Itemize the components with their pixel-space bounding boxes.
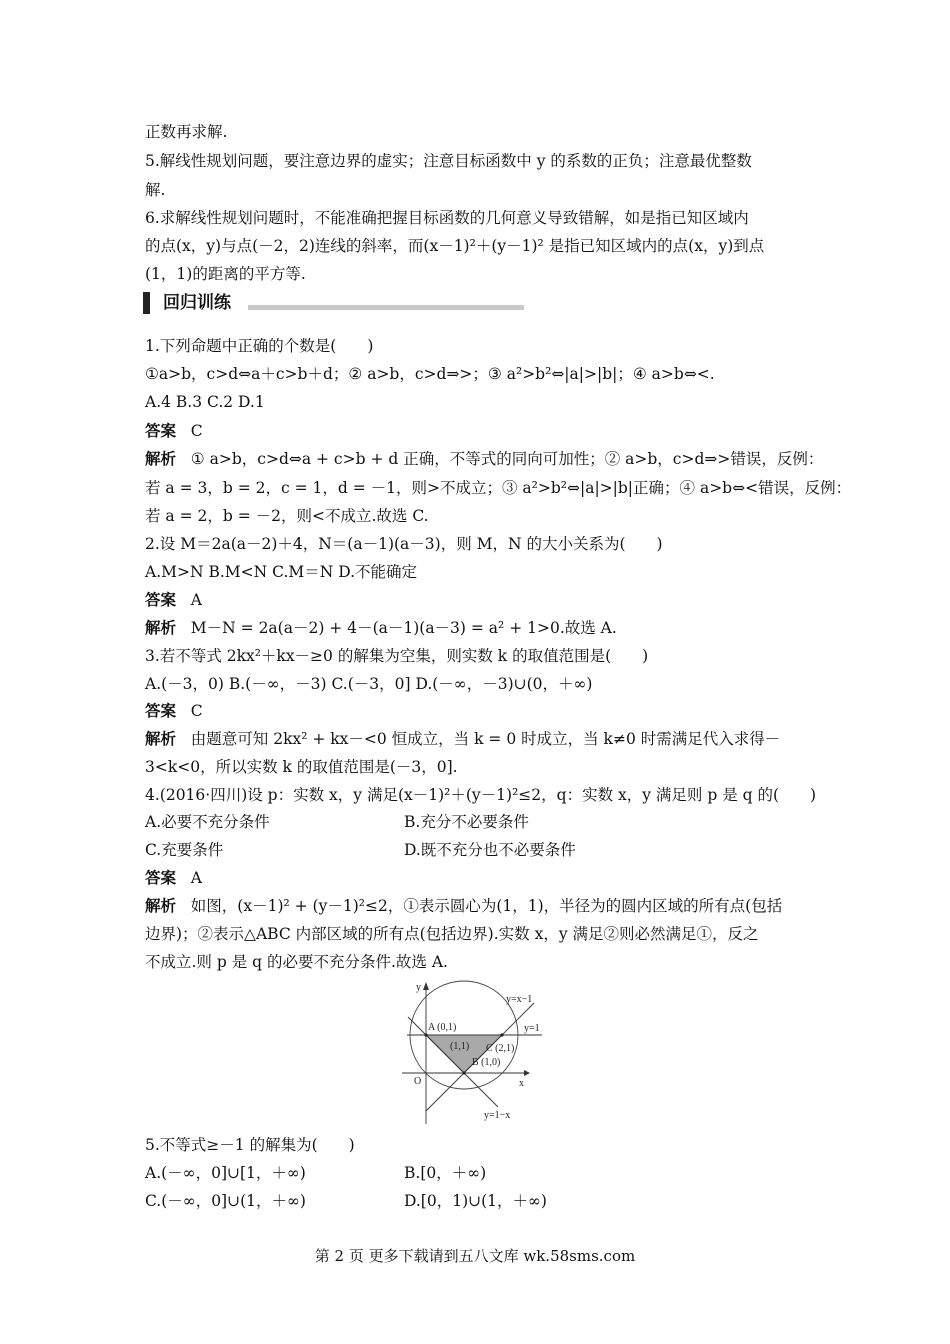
point-b	[462, 1071, 465, 1074]
label-y: y	[416, 982, 421, 993]
answer-label: 答案	[145, 702, 177, 720]
analysis-text: 若 a = 3，b = 2，c = 1，d = －1，则>不成立；③ a²>b²⇔|a|>|b|正确；④ a>b⇔<错误，反例：	[145, 479, 852, 497]
analysis-label: 解析	[145, 897, 177, 915]
question-2-analysis	[145, 618, 617, 638]
question-1-stem: 1.下列命题中正确的个数是( )	[145, 337, 374, 355]
analysis-text: 边界)；②表示△ABC 内部区域的所有点(包括边界).实数 x，y 满足②则必然满足①，反之	[145, 925, 759, 943]
label-origin: O	[414, 1076, 422, 1087]
label-point-b: B (1,0)	[472, 1057, 501, 1068]
analysis-text: 3<k<0，所以实数 k 的取值范围是(－3，0].	[145, 758, 458, 776]
analysis-text: 如图，(x－1)² + (y－1)²≤2，①表示圆心为(1，1)，半径为的圆内区域的所有点(包括	[190, 897, 783, 915]
analysis-text: ① a>b，c>d⇔a + c>b + d 正确，不等式的同向可加性；② a>b，c>d⇒>错误，反例：	[190, 450, 824, 468]
option-d: D.既不充分也不必要条件	[404, 841, 576, 859]
question-4-stem: 4.(2016·四川)设 p：实数 x，y 满足(x－1)²＋(y－1)²≤2，q：实数 x，y 满足则 p 是 q 的( )	[145, 786, 817, 804]
text-line: 6.求解线性规划问题时，不能准确把握目标函数的几何意义导致错解，如是指已知区域内	[145, 209, 749, 227]
text-line: 的点(x，y)与点(－2，2)连线的斜率，而(x－1)²＋(y－1)² 是指已知区域内的点(x，y)到点	[145, 237, 765, 255]
question-1-analysis	[145, 449, 823, 469]
question-1-options: A.4 B.3 C.2 D.1	[145, 393, 265, 411]
option-c: C.充要条件	[145, 841, 224, 859]
question-2-options: A.M>N B.M<N C.M＝N D.不能确定	[145, 563, 418, 581]
analysis-text: M－N = 2a(a－2) + 4－(a－1)(a－3) = a² + 1>0.故选 A.	[190, 619, 617, 637]
answer-value: C	[190, 422, 203, 440]
y-axis-arrow-icon	[423, 982, 429, 990]
analysis-text: 由题意可知 2kx² + kx－<0 恒成立，当 k = 0 时成立，当 k≠0 时需满足代入求得－	[190, 730, 781, 748]
question-3-stem: 3.若不等式 2kx²＋kx－≥0 的解集为空集，则实数 k 的取值范围是( )	[145, 647, 649, 665]
question-2-answer	[145, 590, 202, 610]
answer-label: 答案	[145, 591, 177, 609]
question-3-answer	[145, 701, 203, 721]
answer-label: 答案	[145, 869, 177, 887]
option-b: B.[0，＋∞)	[404, 1164, 487, 1182]
question-1-answer	[145, 421, 203, 441]
analysis-text: 不成立.则 p 是 q 的必要不充分条件.故选 A.	[145, 953, 448, 971]
question-1-items: ①a>b，c>d⇔a＋c>b＋d；② a>b，c>d⇒>；③ a²>b²⇔|a|>|b|；④ a>b⇔<.	[145, 365, 715, 383]
label-point-a: A (0,1)	[428, 1022, 457, 1033]
label-center: (1,1)	[450, 1041, 470, 1052]
point-a	[424, 1033, 427, 1036]
label-line-1: y=x−1	[506, 994, 533, 1005]
text-line: (1，1)的距离的平方等.	[145, 265, 306, 283]
x-axis-arrow-icon	[524, 1070, 530, 1076]
section-marker	[143, 292, 150, 314]
answer-value: C	[190, 702, 203, 720]
question-4-answer	[145, 868, 202, 888]
coordinate-figure	[402, 978, 552, 1124]
question-2-stem: 2.设 M＝2a(a－2)＋4，N＝(a－1)(a－3)，则 M，N 的大小关系为( )	[145, 535, 663, 553]
option-b: B.充分不必要条件	[404, 813, 529, 831]
section-divider	[248, 305, 524, 310]
point-c	[500, 1033, 503, 1036]
label-x: x	[519, 1078, 524, 1089]
option-d: D.[0，1)∪(1，＋∞)	[404, 1192, 547, 1210]
analysis-label: 解析	[145, 730, 177, 748]
label-point-c: C (2,1)	[486, 1043, 515, 1054]
analysis-label: 解析	[145, 450, 177, 468]
text-line: 5.解线性规划问题，要注意边界的虚实；注意目标函数中 y 的系数的正负；注意最优整数	[145, 152, 752, 170]
page-footer: 第 2 页 更多下载请到五八文库 wk.58sms.com	[314, 1247, 636, 1265]
option-c: C.(－∞，0]∪(1，＋∞)	[145, 1192, 306, 1210]
question-3-options: A.(－3，0) B.(－∞，－3) C.(－3，0] D.(－∞，－3)∪(0，＋∞)	[145, 675, 593, 693]
label-line-2: y=1	[524, 1023, 540, 1034]
text-line: 正数再求解.	[145, 123, 228, 141]
label-line-3: y=1−x	[484, 1110, 511, 1121]
answer-value: A	[190, 591, 202, 609]
option-a: A.必要不充分条件	[145, 813, 270, 831]
question-5-stem: 5.不等式≥－1 的解集为( )	[145, 1136, 355, 1154]
answer-value: A	[190, 869, 202, 887]
answer-label: 答案	[145, 422, 177, 440]
section-title: 回归训练	[163, 293, 231, 313]
analysis-label: 解析	[145, 619, 177, 637]
analysis-text: 若 a = 2，b = －2，则<不成立.故选 C.	[145, 507, 429, 525]
question-4-analysis	[145, 896, 782, 916]
option-a: A.(－∞，0]∪[1，＋∞)	[145, 1164, 306, 1182]
question-3-analysis	[145, 729, 780, 749]
text-line: 解.	[145, 181, 166, 199]
